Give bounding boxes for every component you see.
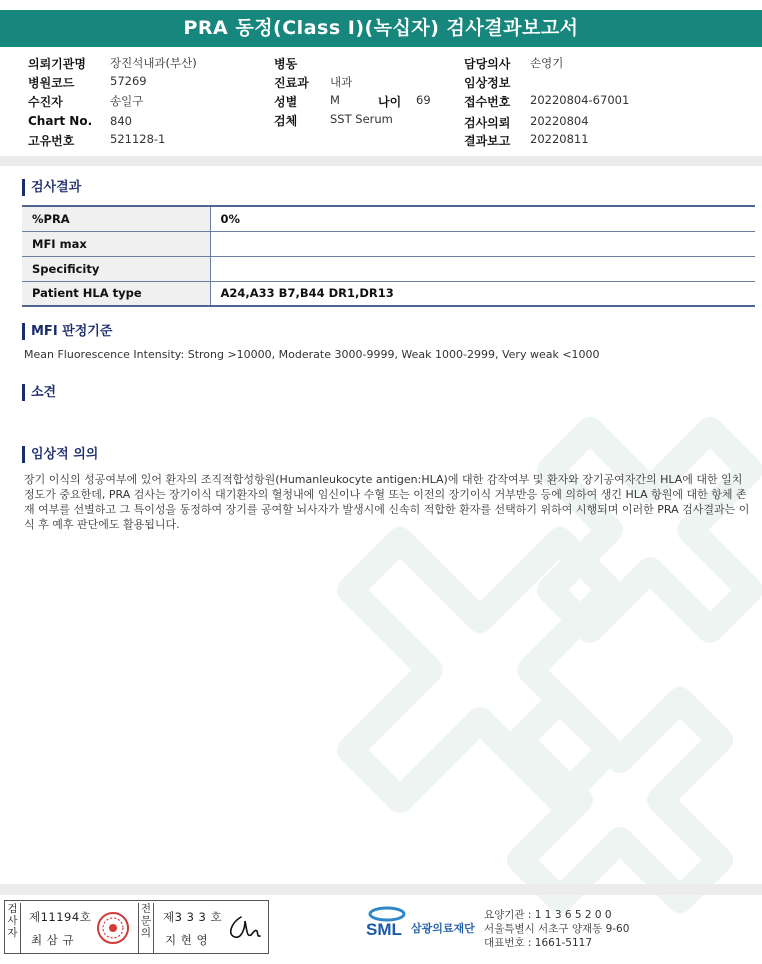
result-value: 0% [210, 206, 755, 231]
result-value [210, 256, 755, 281]
patient-name: 송일구 [110, 94, 144, 108]
report-title: PRA 동정(Class I)(녹십자) 검사결과보고서 [0, 10, 762, 47]
examiner-name: 최 삼 규 [31, 933, 75, 947]
specialist-name: 지 현 영 [165, 933, 209, 947]
chart-no: 840 [110, 114, 132, 128]
ward-label: 병동 [274, 57, 298, 71]
unique-label: 고유번호 [28, 134, 75, 148]
hospital-code-value: 57269 [110, 74, 147, 88]
age-label: 나이 [378, 95, 402, 109]
sex-value: M [330, 93, 340, 107]
table-row [22, 281, 755, 306]
hospital-code-label: 병원코드 [28, 76, 75, 90]
section-divider [0, 156, 762, 166]
signature-box [4, 900, 269, 954]
receipt-label: 접수번호 [464, 95, 511, 109]
specialist-caption: 전문의 [138, 903, 154, 953]
signature-icon [223, 909, 263, 947]
report-date-label: 결과보고 [464, 134, 511, 148]
patient-label: 수진자 [28, 95, 63, 109]
address: 서울특별시 서초구 양재동 9-60 [484, 923, 630, 935]
result-label: Patient HLA type [22, 281, 210, 306]
result-label: Specificity [22, 256, 210, 281]
institution-number: 요양기관 : 1 1 3 6 5 2 0 0 [484, 909, 612, 921]
institution-value: 장진석내과(부산) [110, 56, 197, 70]
chart-label: Chart No. [28, 114, 93, 128]
result-value [210, 231, 755, 256]
mfi-criteria: Mean Fluorescence Intensity: Strong >10000, Moderate 3000-9999, Weak 1000-2999, Very weak <1000 [24, 348, 600, 361]
request-label: 검사의뢰 [464, 116, 511, 130]
clinical-significance-text: 장기 이식의 성공여부에 있어 환자의 조직적합성항원(Humanleukocyte antigen:HLA)에 대한 감작여부 및 환자와 장기공여자간의 HLA에 대한 일치 정도가 중요한데, PRA 검사는 장기이식 대기환자의 혈청내에 임신이나 수혈 또는 이전의 장기이식 거부반응 등에 의하여 생긴 HLA 항원에 대한 항체 존재 여부를 선별하고 그 특이성을 동정하여 장기를 공여할 뇌사자가 발생시에 신속히 적합한 환자를 선택하기 위하여 시행되며 이러한 PRA 검사결과는 이식 후 예후 판단에도 활용됩니다. [24, 473, 750, 531]
clinical-info-label: 임상정보 [464, 76, 511, 90]
sml-logo-icon [364, 905, 410, 939]
examiner-caption: 검사자 [5, 903, 21, 953]
age-value: 69 [416, 93, 431, 107]
results-table [22, 205, 755, 307]
specimen-value: SST Serum [330, 112, 393, 126]
sex-label: 성별 [274, 95, 298, 109]
examiner-license: 제11194호 [29, 910, 92, 924]
foundation-name: 삼광의료재단 [411, 922, 475, 935]
unique-no: 521128-1 [110, 132, 166, 146]
specialist-license: 제3 3 3 호 [163, 910, 223, 924]
doctor-label: 담당의사 [464, 57, 511, 71]
result-value: A24,A33 B7,B44 DR1,DR13 [210, 281, 755, 306]
table-row [22, 231, 755, 256]
mfi-heading: MFI 판정기준 [22, 323, 112, 340]
receipt-no: 20220804-67001 [530, 93, 630, 107]
patient-info [0, 55, 762, 151]
sml-logo-text: SML [366, 920, 402, 939]
doctor-value: 손영기 [530, 56, 564, 70]
table-row [22, 256, 755, 281]
footer-divider [0, 884, 762, 895]
report-date: 20220811 [530, 132, 589, 146]
seal-stamp-icon [96, 911, 130, 945]
result-label: %PRA [22, 206, 210, 231]
organization-info [484, 908, 629, 950]
table-row [22, 206, 755, 231]
specimen-label: 검체 [274, 114, 298, 128]
result-label: MFI max [22, 231, 210, 256]
phone-number: 대표번호 : 1661-5117 [484, 937, 593, 949]
opinion-heading: 소견 [22, 384, 56, 401]
request-date: 20220804 [530, 114, 589, 128]
clinical-significance-heading: 임상적 의의 [22, 446, 98, 463]
institution-label: 의뢰기관명 [28, 57, 86, 71]
results-heading: 검사결과 [22, 179, 81, 196]
dept-label: 진료과 [274, 76, 309, 90]
dept-value: 내과 [330, 75, 353, 89]
